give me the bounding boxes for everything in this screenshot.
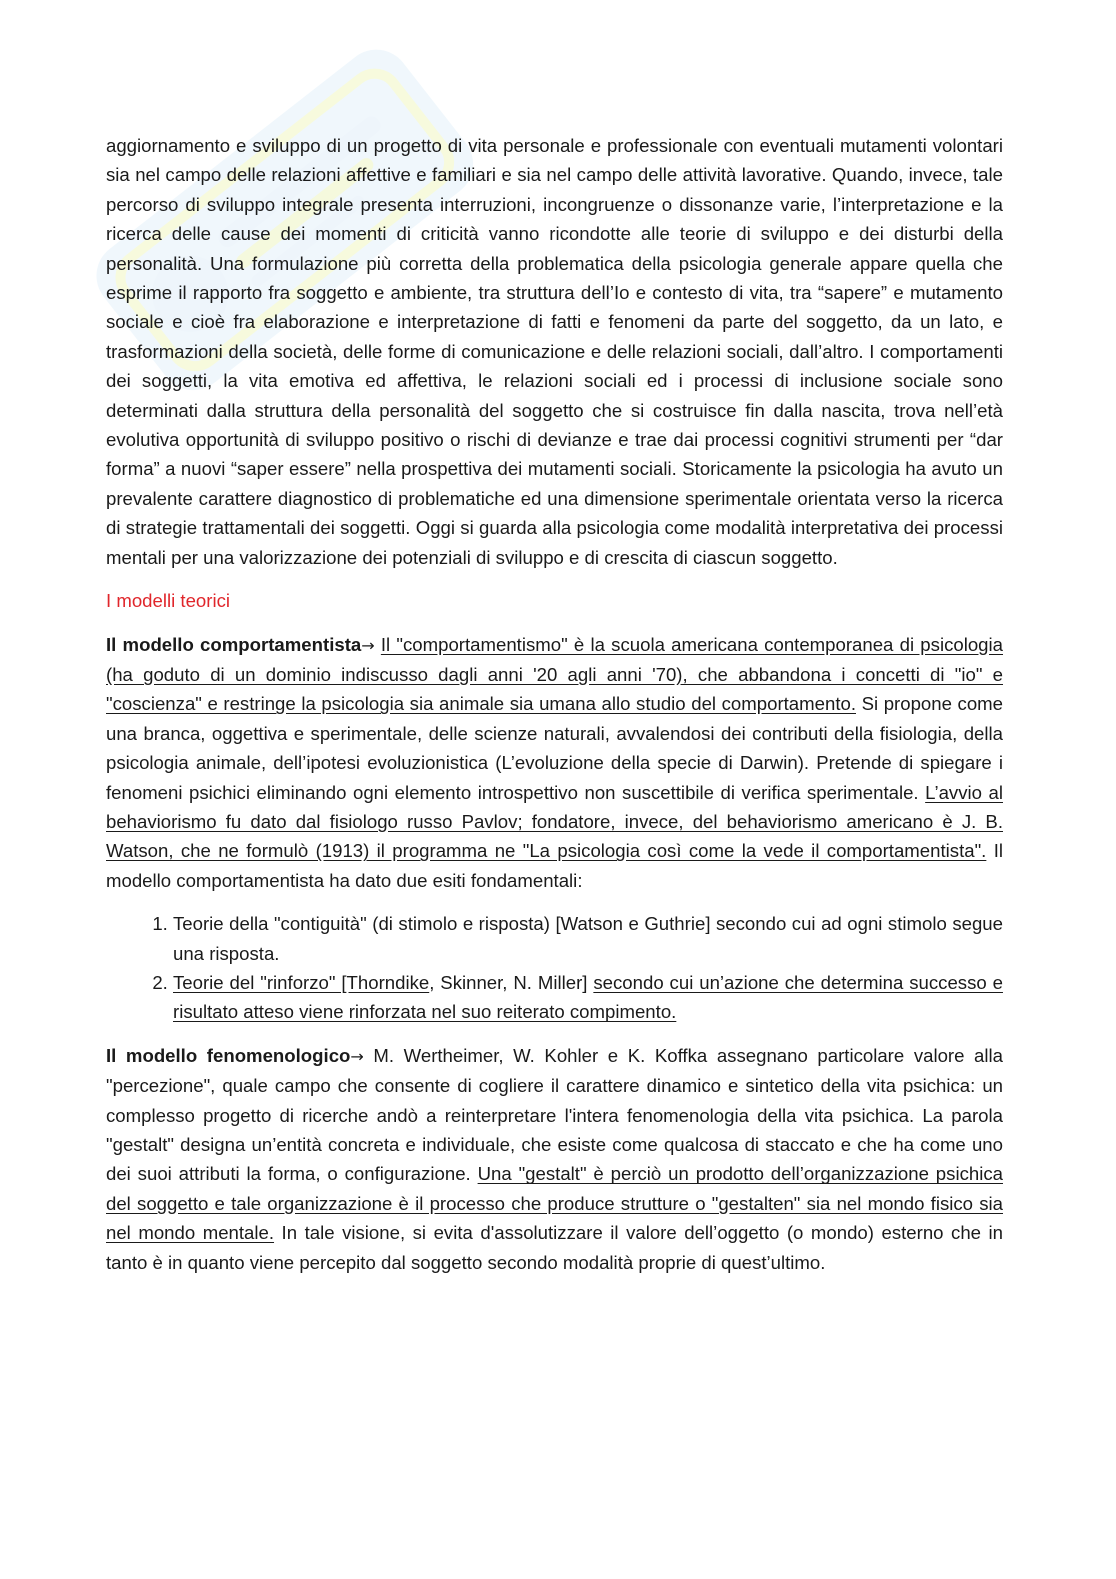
phenomenological-title: Il modello fenomenologico [106, 1044, 351, 1066]
phenomenological-text-1: M. Wertheimer, W. Kohler e K. Koffka assegnano particolare valore alla "percezione", quale campo che consente di cogliere il carattere dinamico e sintetico della vita psichica: un complesso progetto di ricerche andò a reinterpretare l'intera fenomenologia della vita psichica. La parola "gestalt" designa un’entità concreta e individuale, che esiste come qualcosa di staccato e che ha come uno dei suoi attributi la forma, o configurazione. [106, 1044, 1003, 1185]
behaviorist-title: Il modello comportamentista [106, 633, 362, 655]
document-page [106, 131, 1003, 1291]
behaviorist-outcomes-list [106, 909, 1003, 1027]
list-item-underlined-2: secondo cui un’azione che determina successo e risultato atteso viene rinforzata nel suo reiterato compimento. [173, 971, 1003, 1023]
list-item-text: , Skinner, N. Miller] [429, 971, 594, 993]
list-item: 1. Teorie della "contiguità" (di stimolo e risposta) [Watson e Guthrie] secondo cui ad ogni stimolo segue una risposta. [173, 909, 1003, 968]
behaviorist-underlined-1: Il "comportamentismo" è la scuola americana contemporanea di psicologia (ha goduto di un dominio indiscusso dagli anni '20 agli anni '70), che abbandona i concetti di "io" e "coscienza" e restringe la psicologia sia animale sia umana allo studio del comportamento. [106, 633, 1003, 715]
arrow-right-icon: → [361, 635, 375, 655]
behaviorist-text-2: Il modello comportamentista ha dato due esiti fondamentali: [106, 840, 1003, 891]
arrow-right-icon: → [350, 1046, 364, 1066]
list-item [173, 968, 1003, 1027]
list-item-underlined-1: Teorie del "rinforzo" [Thorndike [173, 971, 430, 993]
section-heading: I modelli teorici [106, 590, 231, 612]
behaviorist-text-1: Si propone come una branca, oggettiva e sperimentale, delle scienze naturali, avvalendosi dei contributi della fisiologia, della psicologia animale, dell’ipotesi evoluzionistica (L’evoluzione della specie di Darwin). Pretende di spiegare i fenomeni psichici eliminando ogni elemento introspettivo non suscettibile di verifica sperimentale. [106, 693, 1003, 803]
phenomenological-text-2: In tale visione, si evita d'assolutizzare il valore dell’oggetto (o mondo) esterno che in tanto è in quanto viene percepito dal soggetto secondo modalità proprie di quest’ultimo. [106, 1222, 1003, 1273]
intro-paragraph: aggiornamento e sviluppo di un progetto di vita personale e professionale con eventuali mutamenti volontari sia nel campo delle relazioni affettive e familiari e sia nel campo delle attività lavorative. Quando, invece, tale percorso di sviluppo integrale presenta interruzioni, incongruenze o dissonanze varie, l’interpretazione e la ricerca delle cause dei momenti di criticità vanno ricondotte alle teorie di sviluppo e dei disturbi della personalità. Una formulazione più corretta della problematica della psicologia generale appare quella che esprime il rapporto fra soggetto e ambiente, tra struttura dell’Io e contesto di vita, tra “sapere” e mutamento sociale e cioè fra elaborazione e interpretazione di fatti e fenomeni da parte del soggetto, da un lato, e trasformazioni della società, delle forme di comunicazione e delle relazioni sociali, dall’altro. I comportamenti dei soggetti, la vita emotiva ed affettiva, le relazioni sociali ed i processi di inclusione sociale sono determinati dalla struttura della personalità del soggetto che si costruisce fin dalla nascita, trova nell’età evolutiva opportunità di sviluppo positivo o rischi di devianze e trae dai processi cognitivi strumenti per “dar forma” a nuovi “saper essere” nella prospettiva dei mutamenti sociali. Storicamente la psicologia ha avuto un prevalente carattere diagnostico di problematiche ed una dimensione sperimentale orientata verso la ricerca di strategie trattamentali dei soggetti. Oggi si guarda alla psicologia come modalità interpretativa dei processi mentali per una valorizzazione dei potenziali di sviluppo e di crescita di ciascun soggetto. [106, 135, 1003, 568]
phenomenological-underlined-1: Una "gestalt" è perciò un prodotto dell’organizzazione psichica del soggetto e tale organizzazione è il processo che produce strutture o "gestalten" sia nel mondo fisico sia nel mondo mentale. [106, 1163, 1003, 1244]
behaviorist-paragraph [106, 630, 1003, 896]
phenomenological-paragraph [106, 1041, 1003, 1277]
behaviorist-underlined-2: L’avvio al behaviorismo fu dato dal fisiologo russo Pavlov; fondatore, invece, del behaviorismo americano è J. B. Watson, che ne formulò (1913) il programma ne "La psicologia così come la vede il comportamentista". [106, 781, 1003, 862]
